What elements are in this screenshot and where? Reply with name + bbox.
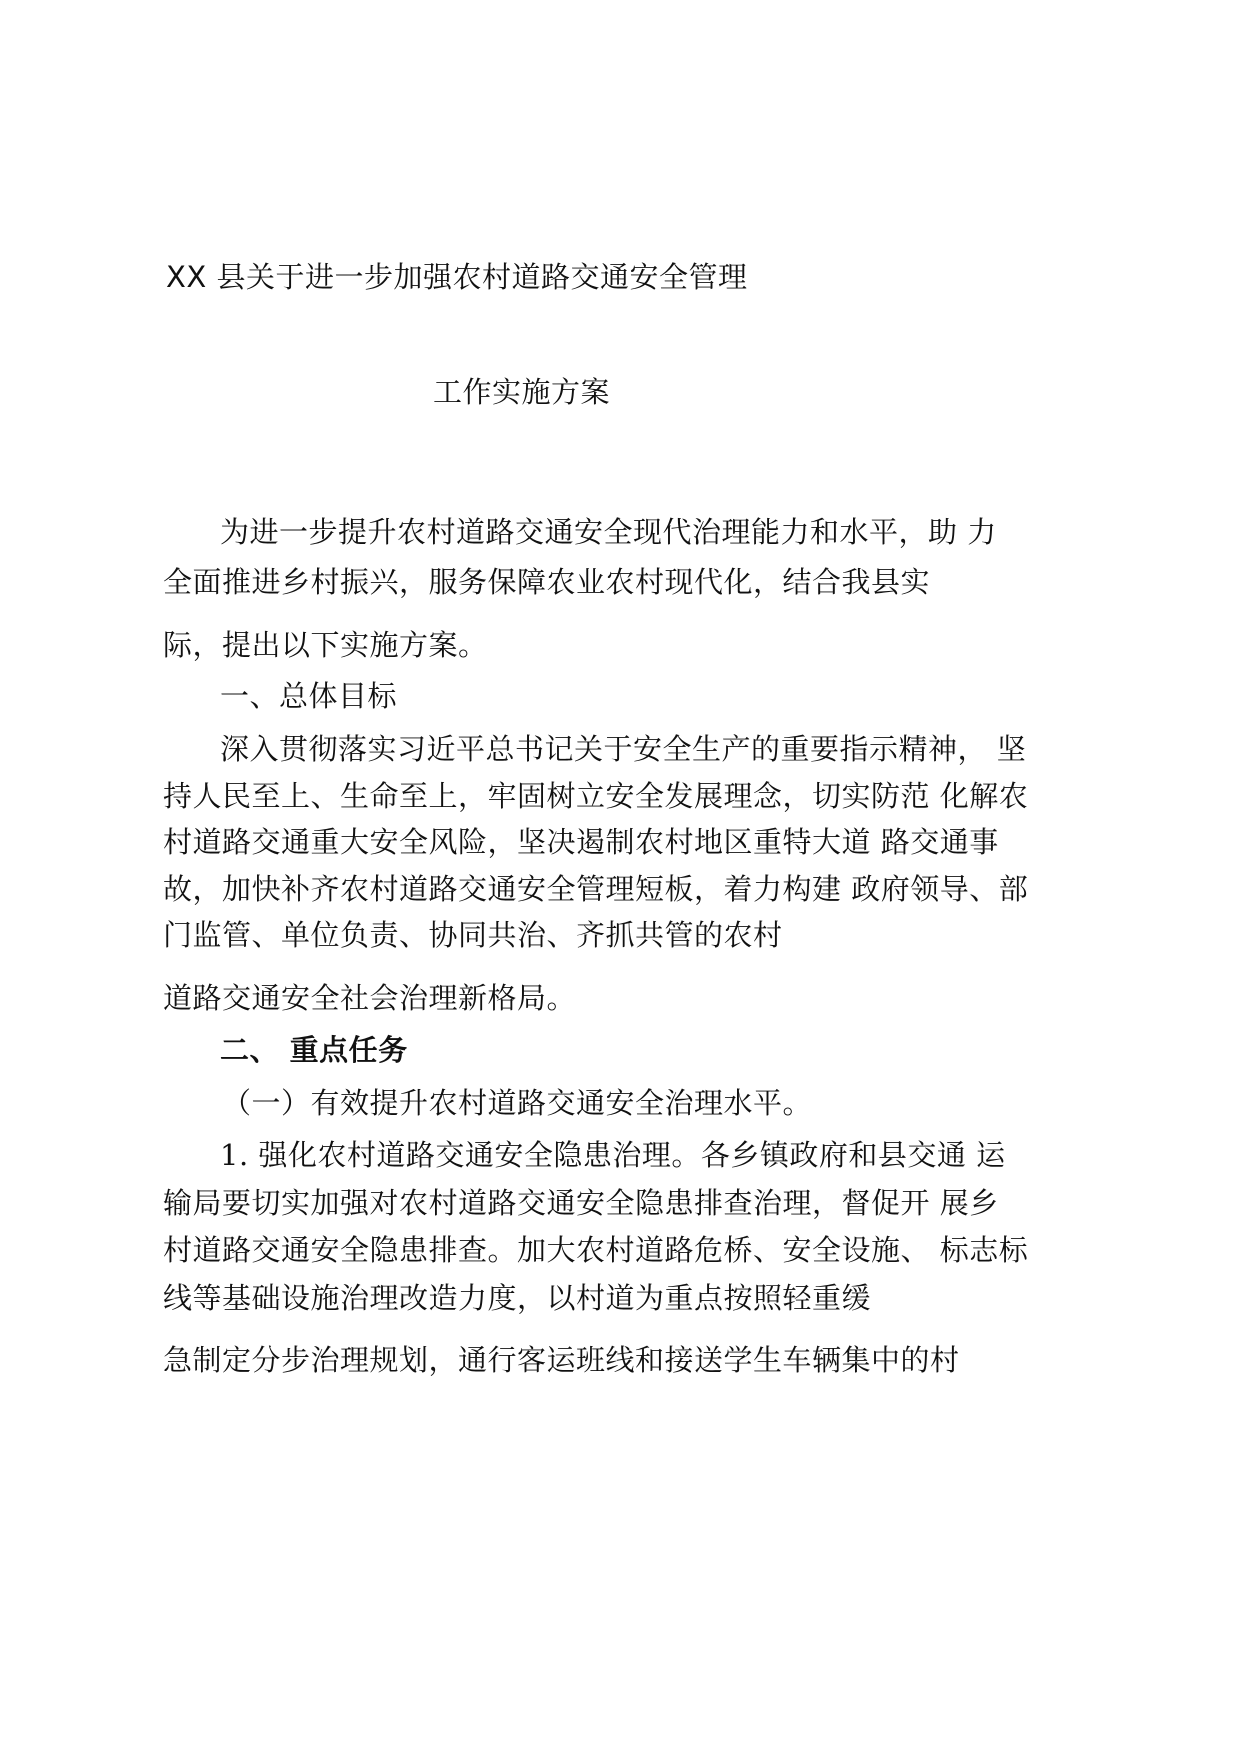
item-1-text: 强化农村道路交通安全隐患治理。各乡镇政府和县交通 运 [258,1138,1006,1172]
item-1-line-3: 村道路交通安全隐患排查。加大农村道路危桥、安全设施、 标志标 [163,1233,1029,1267]
item-1-number: 1. [220,1138,249,1172]
intro-line-3: 际，提出以下实施方案。 [163,628,488,662]
section-1-line-5: 门监管、单位负责、协同共治、齐抓共管的农村 [163,918,783,952]
section-1-line-2: 持人民至上、生命至上，牢固树立安全发展理念，切实防范 化解农 [163,779,1029,813]
section-1-line-4: 故，加快补齐农村道路交通安全管理短板，着力构建 政府领导、部 [163,872,1029,906]
intro-line-1: 为进一步提升农村道路交通安全现代治理能力和水平，助 力 [220,515,997,549]
item-1-line-5: 急制定分步治理规划，通行客运班线和接送学生车辆集中的村 [163,1343,960,1377]
section-1-heading: 一、总体目标 [220,679,398,713]
title-line-2: 工作实施方案 [433,375,611,409]
section-1-line-1: 深入贯彻落实习近平总书记关于安全生产的重要指示精神， 坚 [220,732,1027,766]
intro-line-2: 全面推进乡村振兴，服务保障农业农村现代化，结合我县实 [163,565,931,599]
section-1-line-6: 道路交通安全社会治理新格局。 [163,981,577,1015]
item-1-line-1 [220,1135,1006,1175]
subsection-1-heading: （一）有效提升农村道路交通安全治理水平。 [222,1086,813,1120]
item-1-line-2: 输局要切实加强对农村道路交通安全隐患排查治理，督促开 展乡 [163,1186,999,1220]
item-1-line-4: 线等基础设施治理改造力度，以村道为重点按照轻重缓 [163,1281,872,1315]
title-line-1: XX 县关于进一步加强农村道路交通安全管理 [166,260,748,294]
section-2-heading: 二、 重点任务 [220,1033,408,1067]
section-1-line-3: 村道路交通重大安全风险，坚决遏制农村地区重特大道 路交通事 [163,825,999,859]
